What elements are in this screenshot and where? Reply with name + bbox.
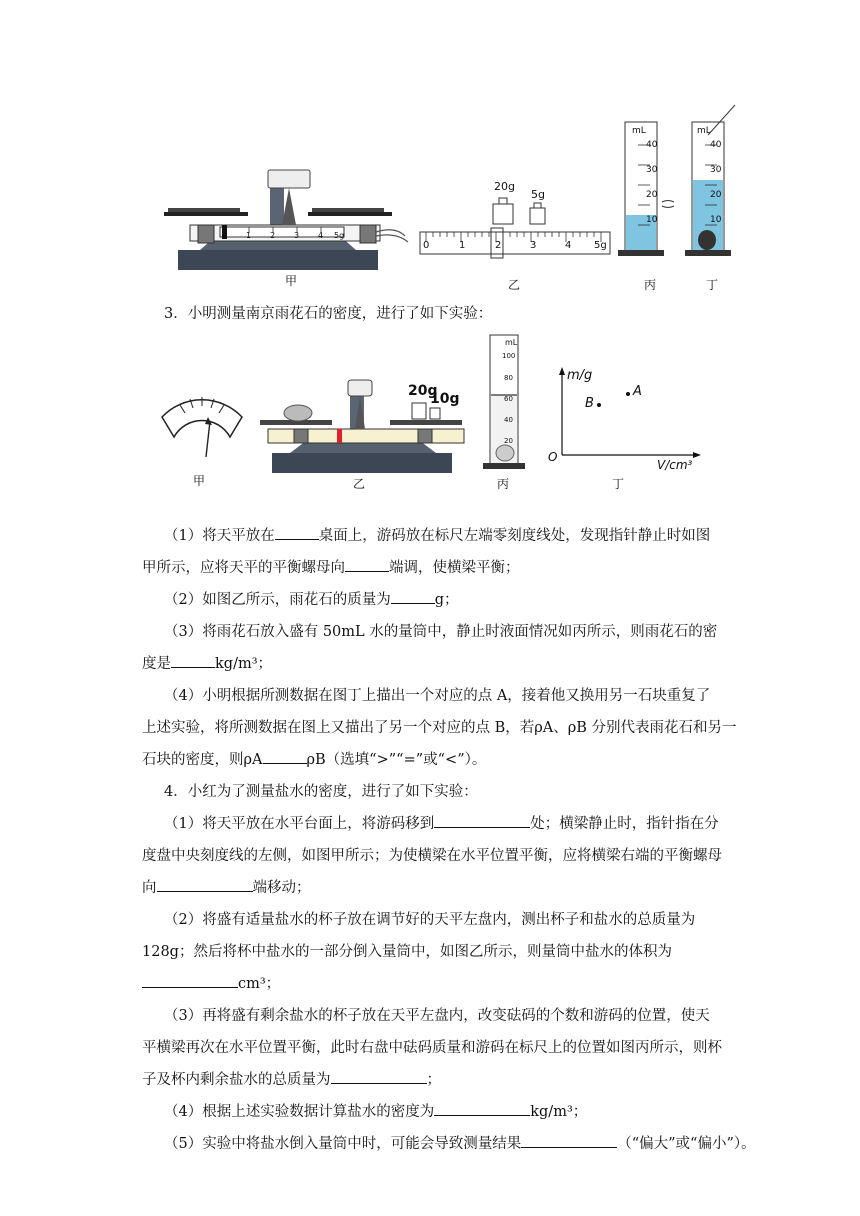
ruler-tick-4: 4	[565, 240, 572, 251]
cyl-bing-tick-40: 40	[646, 140, 658, 150]
q3-part4-line1: （4）小明根据所测数据在图丁上描出一个对应的点 A，接着他又换用另一石块重复了	[164, 688, 711, 704]
weight-5g-top: 5g	[531, 188, 545, 201]
q3-graph-origin: O	[548, 450, 558, 464]
ruler-tick-5g: 5g	[594, 240, 607, 251]
q3-label-ding: 丁	[612, 477, 625, 491]
q4-part3-line2: 平横梁再次在水平位置平衡，此时右盘中砝码质量和游码在标尺上的位置如图丙所示，则杯	[142, 1040, 722, 1056]
weight-20g-top: 20g	[494, 180, 515, 193]
q4-blank-5[interactable]	[434, 1099, 530, 1116]
label-yi-top: 乙	[508, 278, 521, 292]
ruler-tick-3: 3	[530, 240, 537, 251]
q3-cyl-tick-100: 100	[502, 352, 516, 360]
ruler-tick-1: 1	[459, 240, 466, 251]
balance-diagram-jia	[164, 170, 408, 270]
q3-weight-10g: 10g	[430, 391, 460, 407]
q4-part1-line2: 度盘中央刻度线的左侧，如图甲所示；为使横梁在水平位置平衡，应将横梁右端的平衡螺母	[142, 848, 722, 864]
q3-blank-3[interactable]	[391, 587, 435, 604]
q3-part3-line2: 度是 kg/m³；	[142, 648, 767, 680]
label-ding-top: 丁	[706, 278, 719, 292]
q3-intro: 3．小明测量南京雨花石的密度，进行了如下实验：	[164, 306, 493, 322]
q4-blank-1[interactable]	[434, 811, 530, 828]
q3-graph-x-label: V/cm³	[657, 458, 693, 472]
q3-part1-line1: （1）将天平放在 桌面上，游码放在标尺左端零刻度线处，发现指针静止时如图	[164, 520, 789, 552]
q3-graph-y-label: m/g	[567, 368, 593, 383]
dial-jia	[162, 397, 242, 457]
q3-blank-4[interactable]	[171, 651, 215, 668]
weights-and-ruler-yi	[420, 198, 610, 258]
figure-q3	[150, 325, 710, 495]
ruler-tick-0: 0	[423, 240, 430, 251]
q3-label-yi: 乙	[353, 477, 366, 491]
balance-tick-2: 2	[270, 231, 276, 240]
q3-cyl-unit: mL	[505, 338, 518, 347]
cyl-ding-unit: mL	[697, 126, 711, 136]
q4-part1-line1: （1）将天平放在水平台面上，将游码移到 处；横梁静止时，指针指在分	[164, 808, 789, 840]
q3-cyl-tick-60: 60	[504, 395, 513, 403]
q3-label-jia: 甲	[193, 474, 206, 488]
q3-part2: （2）如图乙所示，雨花石的质量为 g；	[164, 584, 789, 616]
balance-tick-3: 3	[294, 231, 300, 240]
q3-cyl-tick-40: 40	[504, 416, 513, 424]
label-bing-top: 丙	[644, 278, 657, 292]
q4-part5: （5）实验中将盐水倒入量筒中时，可能会导致测量结果 （“偏大”或“偏小”）。	[164, 1128, 764, 1160]
q3-part1-line2: 甲所示，应将天平的平衡螺母向 端调，使横梁平衡；	[142, 552, 767, 584]
q4-part3-line1: （3）再将盛有剩余盐水的杯子放在天平左盘内，改变砝码的个数和游码的位置，使天	[164, 1008, 710, 1024]
q3-part3-line1: （3）将雨花石放入盛有 50mL 水的量筒中，静止时液面情况如丙所示，则雨花石的密	[164, 624, 718, 640]
q3-part4-line3: 石块的密度，则ρA ρB（选填“>”“=”或“<”）。	[142, 744, 767, 776]
cyl-ding-tick-30: 30	[710, 165, 722, 175]
q3-label-bing: 丙	[497, 477, 510, 491]
cyl-bing-tick-20: 20	[646, 190, 658, 200]
balance-tick-4: 4	[318, 231, 324, 240]
q4-part2-line1: （2）将盛有适量盐水的杯子放在调节好的天平左盘内，测出杯子和盐水的总质量为	[164, 912, 696, 928]
q3-blank-1[interactable]	[275, 523, 319, 540]
q3-point-b: B	[585, 396, 594, 411]
cyl-bing-tick-10: 10	[646, 215, 658, 225]
q3-weight-20g: 20g	[408, 383, 438, 399]
q3-blank-5[interactable]	[263, 747, 307, 764]
cyl-bing-unit: mL	[632, 126, 646, 136]
label-jia-top: 甲	[285, 274, 298, 288]
balance-tick-1: 1	[246, 231, 252, 240]
q4-blank-6[interactable]	[521, 1131, 617, 1148]
point-b-marker	[597, 403, 601, 407]
q4-intro: 4．小红为了测量盐水的密度，进行了如下实验：	[164, 784, 478, 800]
q3-cyl-tick-80: 80	[504, 374, 513, 382]
point-a-marker	[626, 392, 630, 396]
cyl-ding-tick-40: 40	[710, 140, 722, 150]
cyl-ding-tick-10: 10	[710, 215, 722, 225]
q4-blank-4[interactable]	[331, 1067, 427, 1084]
q4-part2-line2: 128g；然后将杯中盐水的一部分倒入量筒中，如图乙所示，则量筒中盐水的体积为	[142, 944, 672, 960]
q4-blank-2[interactable]	[157, 875, 253, 892]
ruler-tick-2: 2	[495, 240, 502, 251]
q3-point-a: A	[633, 384, 642, 399]
q4-blank-3[interactable]	[142, 971, 238, 988]
q3-blank-2[interactable]	[345, 555, 389, 572]
cyl-bing-tick-30: 30	[646, 165, 658, 175]
q4-part4: （4）根据上述实验数据计算盐水的密度为 kg/m³；	[164, 1096, 789, 1128]
figure-top	[150, 100, 750, 295]
q4-part1-line3: 向 端移动；	[142, 872, 767, 904]
q4-part2-line3: cm³；	[142, 968, 767, 1000]
q4-part3-line3: 子及杯内剩余盐水的总质量为 ；	[142, 1064, 767, 1096]
balance-tick-0: 0	[222, 231, 228, 240]
cyl-ding-tick-20: 20	[710, 190, 722, 200]
q3-part4-line2: 上述实验，将所测数据在图上又描出了另一个对应的点 B，若ρA、ρB 分别代表雨花石和另一	[142, 720, 737, 736]
balance-tick-5g: 5g	[334, 231, 345, 240]
q3-cyl-tick-20: 20	[504, 437, 513, 445]
